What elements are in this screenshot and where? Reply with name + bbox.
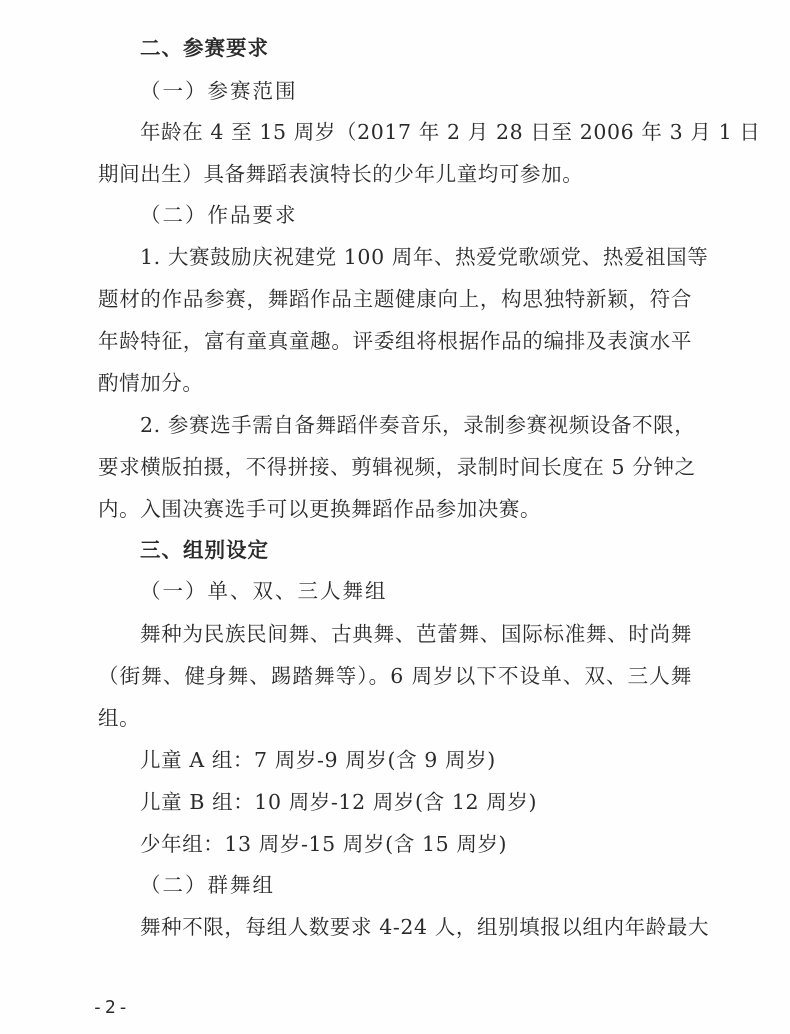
paragraph-line: 年龄特征，富有童真童趣。评委组将根据作品的编排及表演水平 <box>98 329 692 353</box>
page-number: -2- <box>92 997 131 1018</box>
subheading-scope: （一）参赛范围 <box>140 79 298 103</box>
paragraph-line: 2. 参赛选手需自备舞蹈伴奏音乐，录制参赛视频设备不限， <box>140 413 696 437</box>
paragraph-line: 期间出生）具备舞蹈表演特长的少年儿童均可参加。 <box>98 162 584 186</box>
section-heading-requirements: 二、参赛要求 <box>140 36 269 60</box>
paragraph-line: 1. 大赛鼓励庆祝建党 100 周年、热爱党歌颂党、热爱祖国等 <box>140 245 709 269</box>
group-item-children-b: 儿童 B 组：10 周岁-12 周岁(含 12 周岁) <box>140 790 538 814</box>
paragraph-line: （街舞、健身舞、踢踏舞等）。6 周岁以下不设单、双、三人舞 <box>98 664 692 688</box>
paragraph-line: 题材的作品参赛，舞蹈作品主题健康向上，构思独特新颖，符合 <box>98 287 692 311</box>
paragraph-line: 内。入围决赛选手可以更换舞蹈作品参加决赛。 <box>98 497 542 521</box>
paragraph-line: 年龄在 4 至 15 周岁（2017 年 2 月 28 日至 2006 年 3 月 1 日 <box>140 120 761 144</box>
paragraph-line: 要求横版拍摄，不得拼接、剪辑视频，录制时间长度在 5 分钟之 <box>98 455 696 479</box>
group-item-children-a: 儿童 A 组：7 周岁-9 周岁(含 9 周岁) <box>140 748 496 772</box>
paragraph-line: 舞种不限，每组人数要求 4-24 人，组别填报以组内年龄最大 <box>140 915 710 939</box>
subheading-works: （二）作品要求 <box>140 203 298 227</box>
subheading-group-dance: （二）群舞组 <box>140 873 275 897</box>
paragraph-line: 酌情加分。 <box>98 371 204 395</box>
paragraph-line: 组。 <box>98 706 141 730</box>
section-heading-groups: 三、组别设定 <box>140 538 269 562</box>
group-item-youth: 少年组：13 周岁-15 周岁(含 15 周岁) <box>140 832 508 856</box>
subheading-solo-duo-trio: （一）单、双、三人舞组 <box>140 579 388 603</box>
paragraph-line: 舞种为民族民间舞、古典舞、芭蕾舞、国际标准舞、时尚舞 <box>140 622 692 646</box>
